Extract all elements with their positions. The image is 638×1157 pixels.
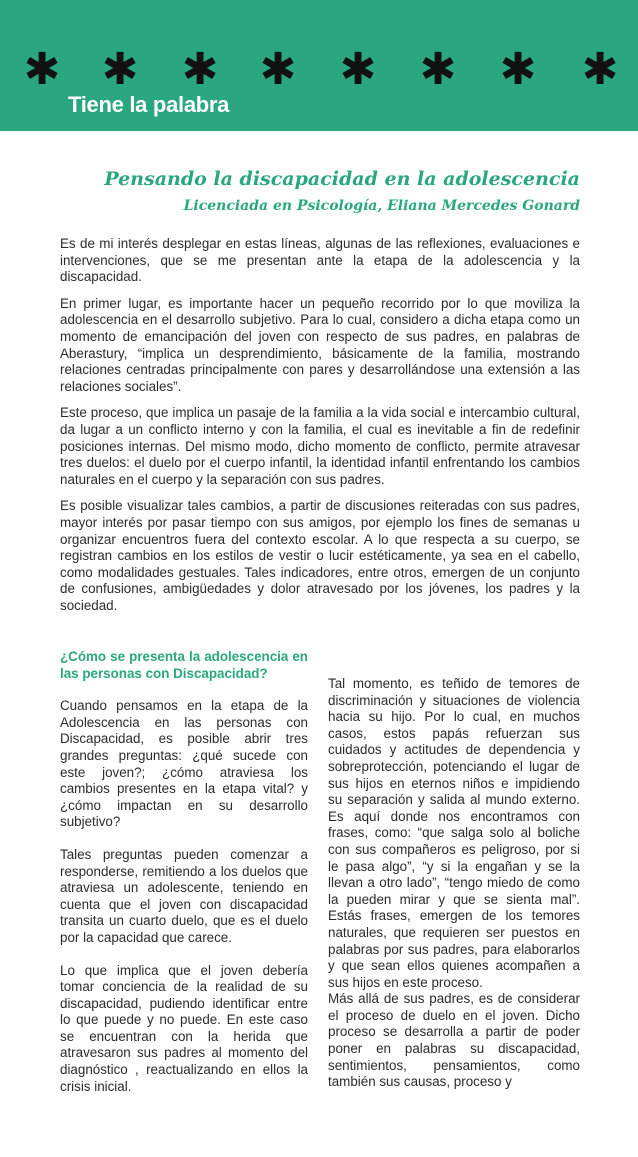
right-column: [328, 676, 580, 1091]
paragraph: En primer lugar, es importante hacer un pequeño recorrido por lo que moviliza la adolescencia en el desarrollo subjetivo. Para lo cual, considero a dicha etapa como un momento de emancipación del joven con respecto de sus padres, en palabras de Aberastury, “implica un desprendimiento, básicamente de la familia, mostrando relaciones centradas principalmente con pares y desarrollándose una extensión a las relaciones sociales”.: [60, 295, 580, 394]
paragraph: Más allá de sus padres, es de considerar el proceso de duelo en el joven. Dicho proceso se desarrolla a partir de poder poner en palabras su discapacidad, sentimientos, pensamientos, como también sus causas, proceso y: [328, 991, 580, 1090]
asterisk-icon: ✱: [581, 44, 619, 95]
header-banner: [0, 0, 638, 131]
article-author: Licenciada en Psicología, Eliana Mercedes Gonard: [183, 198, 580, 214]
paragraph: Lo que implica que el joven debería tomar conciencia de la realidad de su discapacidad, pudiendo identificar entre lo que puede y no puede. En este caso se encuentran con la herida que atravesaron sus padres al momento del diagnóstico , reactualizando en ellos la crisis inicial.: [60, 962, 308, 1094]
asterisk-icon: ✱: [499, 44, 537, 95]
paragraph: Es de mi interés desplegar en estas líneas, algunas de las reflexiones, evaluaciones e intervenciones, que se me presentan ante la etapa de la adolescencia y la discapacidad.: [60, 236, 580, 285]
paragraph: Tales preguntas pueden comenzar a responderse, remitiendo a los duelos que atraviesa un adolescente, teniendo en cuenta que el joven con discapacidad transita un cuarto duelo, que es el duelo por la capacidad que carece.: [60, 846, 308, 945]
paragraph: Este proceso, que implica un pasaje de la familia a la vida social e intercambio cultural, da lugar a un conflicto interno y con la familia, el cual es inevitable a fin de redefinir posiciones internas. Del mismo modo, dicho momento de conflicto, permite atravesar tres duelos: el duelo por el cuerpo infantil, la identidad infantil enfrentando los cambios naturales en el cuerpo y la separación con sus padres.: [60, 405, 580, 487]
paragraph: Tal momento, es teñido de temores de discriminación y situaciones de violencia hacia su hijo. Por lo cual, en muchos casos, estos papás refuerzan sus cuidados y actitudes de dependencia y sobreprotección, potenciando el lugar de sus hijos en eternos niños e impidiendo su separación y salida al mundo externo. Es aquí donde nos encontramos con frases, como: “que salga solo al boliche con sus compañeros es peligroso, por si le pasa algo”, “y si la engañan y se la llevan a otro lado”, “tengo miedo de como la pueden mirar y que se sienta mal”. Estás frases, emergen de los temores naturales, que requieren ser puestos en palabras por sus padres, para elaborarlos y que sean ellos quienes acompañen a sus hijos en este proceso.: [328, 676, 580, 990]
star-row: [0, 44, 638, 95]
asterisk-icon: ✱: [23, 44, 61, 95]
subheading: ¿Cómo se presenta la adolescencia en las personas con Discapacidad?: [60, 649, 308, 681]
section-title: Tiene la palabra: [68, 92, 230, 117]
asterisk-icon: ✱: [259, 44, 297, 95]
asterisk-icon: ✱: [181, 44, 219, 95]
article-title: Pensando la discapacidad en la adolescencia: [104, 168, 580, 190]
asterisk-icon: ✱: [339, 44, 377, 95]
paragraph: Es posible visualizar tales cambios, a partir de discusiones reiteradas con sus padres, mayor interés por pasar tiempo con sus amigos, por ejemplo los fines de semanas u organizar encuentros fuera del contexto escolar. A lo que respecta a su cuerpo, se registran cambios en los estilos de vestir o lucir estéticamente, ya sea en el cabello, como modalidades gestuales. Tales indicadores, entre otros, emergen de un conjunto de confusiones, ambigüedades y dolor atravesado por los jóvenes, los padres y la sociedad.: [60, 498, 580, 613]
left-column: [60, 649, 308, 1111]
asterisk-icon: ✱: [419, 44, 457, 95]
intro-text: [60, 236, 580, 624]
asterisk-icon: ✱: [101, 44, 139, 95]
paragraph: Cuando pensamos en la etapa de la Adolescencia en las personas con Discapacidad, es posible abrir tres grandes preguntas: ¿qué sucede con este joven?; ¿cómo atraviesa los cambios presentes en la etapa vital? y ¿cómo impactan en su desarrollo subjetivo?: [60, 698, 308, 830]
